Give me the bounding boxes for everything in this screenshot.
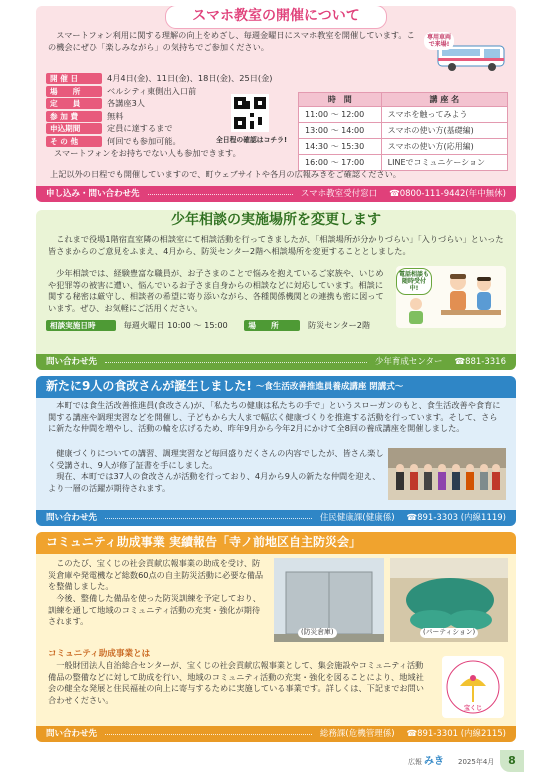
contact-footer (36, 726, 516, 742)
paragraph: このたび、宝くじの社会貢献広報事業の助成を受け、防災倉庫や発電機など総数60点の自主防災活動に必要な備品を整備しました。 今後、整備した備品を使った防災訓練を予定しており、訓練を通して地域のコミュニティ活動の充実・強化が期待されます。 (48, 558, 264, 627)
page-number: 8 (500, 750, 524, 772)
bus-illustration (424, 32, 508, 72)
footer-label: 申し込み・問い合わせ先 (46, 188, 140, 199)
detail-row: 開 催 日 4月4日(金)、11日(金)、18日(金)、25日(金) (46, 72, 306, 85)
footer-label: 問い合わせ先 (46, 728, 98, 739)
detail-label: 開 催 日 (46, 73, 102, 84)
publication-name: みき (424, 756, 444, 767)
contact-footer (36, 186, 516, 202)
footer-contact: スマホ教室受付窓口 (300, 188, 378, 199)
schedule-row (46, 320, 504, 332)
section-title-bar (36, 6, 516, 28)
smartphone-class-section (36, 6, 516, 202)
section-title: コミュニティ助成事業 実績報告「寺ノ前地区自主防災会」 (36, 532, 516, 554)
detail-label: そ の 他 (46, 136, 102, 147)
footer-contact: 少年育成センター (374, 356, 443, 367)
table-header-cell: 時 間 (299, 93, 382, 107)
footer-contact: 総務課(危機管理係) (319, 728, 395, 739)
section-subtitle: 〜食生活改善推進員養成講座 閉講式〜 (255, 381, 404, 392)
table-header-cell: 講 座 名 (381, 93, 507, 107)
intro-paragraph: これまで役場1階宿直室隣の相談室にて相談活動を行ってきましたが、「相談場所が分かりづらい」「入りづらい」といった皆さまからのご意見をふまえ、4月から、防災センター2階へ相談場所を変更することとしました。 (48, 234, 504, 256)
qr-code-icon (234, 97, 266, 129)
table-row: 11:00 〜 12:00 スマホを触ってみよう (299, 107, 508, 123)
detail-label: 定 員 (46, 98, 102, 109)
storage-shed-photo (274, 558, 384, 642)
detail-row: 参 加 費 無料 (46, 110, 306, 123)
community-grant-section (36, 532, 516, 742)
logo-text: 宝くじ (463, 705, 482, 713)
place-value: 防災センター2階 (307, 320, 371, 330)
detail-row: 場 所 ベルシティ東側出入口前 (46, 85, 306, 98)
paragraph: 健康づくりについての講習、調理実習など毎回盛りだくさんの内容でしたが、皆さん楽しく受講され、9人が修了証書を手にしました。 現在、本町では37人の食改さんが活動を行っており、4月から9人の新たな仲間を迎え、より一層の活躍が期待されます。 (48, 448, 384, 493)
photo-caption: (パーティション) (420, 628, 478, 638)
detail-label: 参 加 費 (46, 111, 102, 122)
page-footer (0, 750, 550, 778)
paragraph: 本町では食生活改善推進員(食改さん)が、「私たちの健康は私たちの手で」というスローガンのもと、食生活改善や食育に関する講座や調理実習などを開催し、子どもから大人まで幅広く健康づくりを推進する活動を行っています。そして、さらに新たな仲間を増やし、活動の輪を広げるため、昨年9月から今年2月にかけて全8回の養成講座を開催しました。 (48, 400, 501, 434)
qr-code[interactable] (231, 94, 269, 132)
footer-phone[interactable]: ☎891-3301 (内線2115) (406, 728, 506, 739)
group-photo-image (388, 448, 506, 500)
subheading: コミュニティ助成事業とは (48, 649, 151, 659)
youth-counseling-section (36, 210, 516, 370)
footer-contact: 住民健康課(健康係) (319, 512, 395, 523)
lottery-logo (442, 656, 504, 718)
intro-text: スマートフォン利用に関する理解の向上をめざし、毎週金曜日にスマホ教室を開催しています。この機会にぜひ「楽しみながら」の気持ちでご参加ください。 (48, 30, 415, 52)
table-row: 16:00 〜 17:00 LINEでコミュニケーション (299, 155, 508, 171)
detail-row: 申込期間 定員に達するまで (46, 122, 306, 135)
detail-label: 申込期間 (46, 123, 102, 134)
photo-caption: (防災倉庫) (298, 628, 337, 638)
section-title: 少年相談の実施場所を変更します (171, 212, 381, 229)
section-title: 新たに9人の食改さんが誕生しました! (46, 379, 252, 394)
place-label: 場 所 (244, 320, 300, 331)
partition-photo (390, 558, 508, 642)
footer-phone[interactable]: ☎0800-111-9442(年中無休) (389, 188, 506, 199)
group-photo (388, 448, 506, 500)
counseling-illustration (396, 266, 506, 328)
contact-footer (36, 354, 516, 370)
publication-label: 広報 (408, 758, 422, 766)
section-title-bar (36, 376, 516, 398)
other-extra: スマートフォンをお持ちでない人も参加できます。 (54, 148, 241, 158)
footer-label: 問い合わせ先 (46, 512, 98, 523)
footer-label: 問い合わせ先 (46, 356, 98, 367)
detail-label: 場 所 (46, 86, 102, 97)
footer-phone[interactable]: ☎891-3303 (内線1119) (406, 512, 506, 523)
contact-footer (36, 510, 516, 526)
section-title: スマホ教室の開催について (165, 6, 386, 29)
detail-paragraph: 少年相談では、経験豊富な職員が、お子さまのことで悩みを抱えているご家族や、いじめや犯罪等の被害に遭い、悩んでいるお子さま自身からの相談などに対応しています。相談に関する秘密は厳守し、相談者の希望に寄り添いながら、各種関係機関との連携も密に図っています。ぜひ、お気軽にご活用ください。 (48, 268, 384, 313)
grant-explanation: コミュニティ助成事業とは 一般財団法人自治総合センターが、宝くじの社会貢献広報事業として、集会施設やコミュニティ活動備品の整備などに対して助成を行い、地域のコミュニティ活動の充実・強化を図ることにより、地域社会の健全な発展と住民福祉の向上に寄与するために実施している事業です。詳しくは、下記までお問い合わせください。 (48, 648, 428, 707)
date-value: 毎週火曜日 10:00 〜 15:00 (123, 320, 228, 330)
phone-bubble: 電話相談も随時受付中! (396, 268, 432, 295)
qr-caption: 全日程の確認はコチラ! (216, 136, 288, 144)
detail-row: そ の 他 何回でも参加可能。 (46, 135, 306, 148)
schedule-table (298, 92, 508, 171)
diet-volunteer-section (36, 376, 516, 526)
table-row: 14:30 〜 15:30 スマホの使い方(応用編) (299, 139, 508, 155)
schedule-note: 上記以外の日程でも開催していますので、町ウェブサイトや各月の広報みきをご確認ください。 (50, 169, 401, 179)
table-header (299, 93, 508, 107)
issue-date: 2025年4月 (458, 758, 495, 766)
table-row: 13:00 〜 14:00 スマホの使い方(基礎編) (299, 123, 508, 139)
detail-row: 定 員 各講座3人 (46, 97, 306, 110)
bus-note: 専用車両で来場! (424, 32, 454, 50)
date-label: 相談実施日時 (46, 320, 116, 331)
footer-phone[interactable]: ☎881-3316 (454, 356, 506, 367)
